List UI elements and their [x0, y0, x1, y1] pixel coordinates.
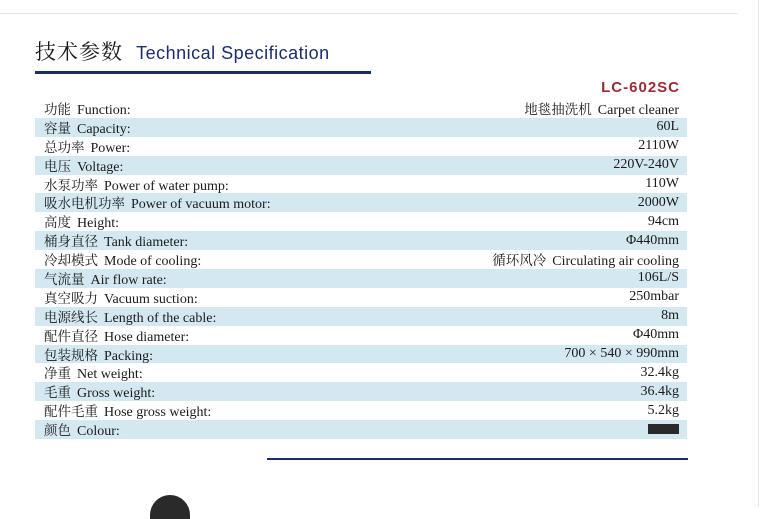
spec-label: [35, 211, 119, 232]
spec-label-english: Hose gross weight:: [104, 405, 212, 421]
product-image-fragment: [150, 495, 190, 519]
spec-value-text: 700 × 540 × 990mm: [564, 346, 679, 362]
spec-row: [35, 193, 687, 212]
spec-label-chinese: 冷却模式: [44, 253, 98, 270]
spec-value-text: 110W: [645, 176, 679, 191]
spec-label: [35, 117, 131, 138]
spec-value-chinese: 循环风冷: [492, 253, 547, 270]
spec-row: [35, 118, 687, 137]
spec-label: [35, 419, 120, 440]
spec-value: [648, 403, 688, 419]
spec-label-english: Packing:: [104, 348, 153, 364]
spec-label-english: Capacity:: [77, 121, 131, 137]
spec-label-chinese: 配件直径: [44, 328, 98, 345]
spec-label-english: Net weight:: [77, 367, 143, 383]
spec-value: [638, 138, 687, 154]
spec-label-english: Tank diameter:: [104, 235, 189, 251]
spec-label: [35, 98, 131, 119]
spec-label-chinese: 颜色: [44, 423, 71, 440]
spec-value-text: 250mbar: [629, 289, 679, 305]
spec-label: [35, 249, 201, 270]
spec-label-chinese: 高度: [44, 215, 71, 232]
spec-row: [35, 401, 687, 420]
spec-value: [641, 365, 688, 381]
spec-label-english: Length of the cable:: [104, 310, 217, 326]
spec-label: [35, 362, 143, 383]
spec-row: [35, 99, 687, 118]
spec-label: [35, 325, 189, 346]
colour-swatch: [648, 424, 679, 434]
spec-row: [35, 288, 687, 307]
spec-row: [35, 269, 687, 288]
spec-value-text: 2110W: [638, 138, 679, 154]
spec-label-english: Vacuum suction:: [104, 291, 198, 307]
spec-label-english: Hose diameter:: [104, 329, 190, 345]
spec-value-text: Φ40mm: [632, 327, 679, 343]
spec-label-chinese: 毛重: [44, 385, 71, 402]
spec-label-chinese: 总功率: [44, 139, 85, 156]
spec-label-chinese: 水泵功率: [44, 177, 98, 194]
spec-value-text: 94cm: [647, 213, 679, 229]
spec-value: [629, 289, 687, 305]
spec-label-english: Air flow rate:: [90, 272, 167, 288]
spec-label-chinese: 电压: [44, 158, 71, 175]
spec-value: [645, 176, 687, 192]
spec-value-text: Circulating air cooling: [552, 254, 679, 270]
spec-value-text: 60L: [656, 119, 679, 135]
spec-label: [35, 136, 130, 157]
spec-value: [661, 308, 687, 324]
spec-label-english: Gross weight:: [77, 386, 156, 402]
spec-value: [638, 270, 687, 286]
spec-label-english: Power:: [90, 140, 131, 156]
spec-row: [35, 326, 687, 345]
spec-label: [35, 174, 229, 195]
bottom-divider: [267, 458, 688, 460]
model-number: LC-602SC: [601, 79, 680, 96]
spec-label-english: Voltage:: [77, 159, 124, 175]
spec-value-text: 2000W: [637, 194, 679, 210]
spec-label-chinese: 包装规格: [44, 347, 98, 364]
spec-label-english: Mode of cooling:: [104, 254, 202, 270]
spec-value: [648, 422, 687, 438]
spec-row: [35, 420, 687, 439]
spec-label-chinese: 吸水电机功率: [44, 196, 125, 213]
spec-value-text: Carpet cleaner: [597, 102, 679, 118]
spec-row: [35, 382, 687, 401]
spec-label-chinese: 气流量: [44, 271, 85, 288]
spec-label: [35, 268, 167, 289]
spec-value-chinese: 地毯抽洗机: [524, 101, 592, 118]
spec-value: [492, 249, 687, 270]
spec-value: [626, 233, 687, 249]
spec-label-chinese: 真空吸力: [44, 290, 98, 307]
spec-row: [35, 363, 687, 382]
spec-label-chinese: 净重: [44, 366, 71, 383]
spec-value-text: 106L/S: [637, 270, 679, 286]
spec-label: [35, 192, 271, 213]
spec-label-chinese: 桶身直径: [44, 234, 98, 251]
spec-value: [648, 214, 687, 230]
spec-label-english: Power of water pump:: [104, 178, 229, 194]
spec-value-text: 220V-240V: [613, 157, 679, 173]
spec-value: [638, 195, 687, 211]
spec-table: [35, 99, 687, 439]
spec-value: [524, 98, 687, 119]
heading-chinese: 技术参数: [35, 40, 123, 64]
spec-label: [35, 344, 153, 365]
spec-label-chinese: 功能: [44, 101, 71, 118]
spec-label: [35, 155, 123, 176]
section-heading: [35, 36, 330, 66]
top-divider: [0, 13, 738, 14]
spec-label-chinese: 电源线长: [44, 309, 98, 326]
spec-row: [35, 250, 687, 269]
spec-label-english: Function:: [77, 102, 131, 118]
spec-value: [613, 157, 687, 173]
spec-value-text: Φ440mm: [625, 232, 679, 248]
spec-value: [641, 384, 688, 400]
spec-value: [564, 346, 687, 362]
spec-value-text: 36.4kg: [640, 383, 679, 399]
spec-row: [35, 345, 687, 364]
spec-value: [656, 119, 687, 135]
spec-label: [35, 306, 216, 327]
heading-english: Technical Specification: [136, 43, 330, 63]
spec-row: [35, 307, 687, 326]
spec-value-text: 32.4kg: [640, 364, 679, 380]
spec-label-english: Power of vacuum motor:: [131, 197, 271, 213]
spec-label: [35, 381, 155, 402]
spec-row: [35, 156, 687, 175]
spec-label: [35, 230, 188, 251]
heading-underline: [35, 71, 371, 74]
spec-row: [35, 175, 687, 194]
spec-row: [35, 137, 687, 156]
spec-row: [35, 212, 687, 231]
spec-label-chinese: 容量: [44, 120, 71, 137]
spec-value-text: 8m: [661, 308, 679, 324]
spec-value: [633, 327, 687, 343]
spec-label-chinese: 配件毛重: [44, 404, 98, 421]
spec-row: [35, 231, 687, 250]
spec-label: [35, 400, 211, 421]
spec-value-text: 5.2kg: [647, 402, 679, 418]
right-divider: [758, 0, 759, 507]
spec-label: [35, 287, 198, 308]
spec-label-english: Colour:: [77, 424, 120, 440]
spec-label-english: Height:: [77, 216, 119, 232]
